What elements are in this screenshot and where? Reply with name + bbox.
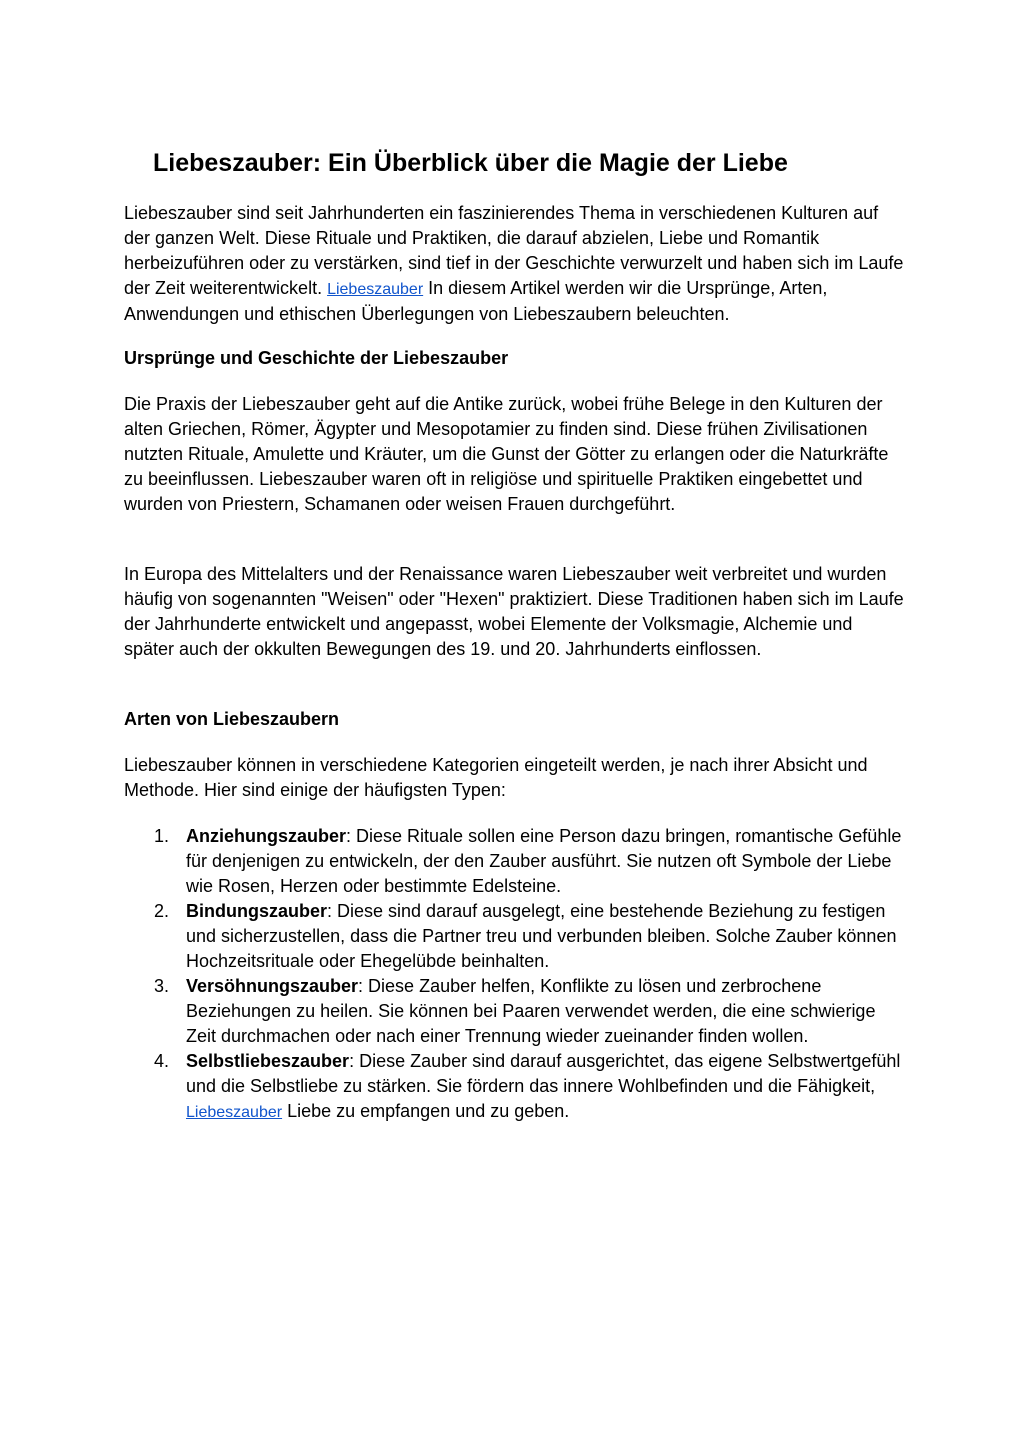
intro-paragraph [124, 201, 904, 327]
intro-text-after-link: In diesem Artikel werden wir die Ursprünge, Arten, Anwendungen und ethischen Überlegungen von Liebeszaubern beleuchten. [124, 278, 828, 324]
list-item-text-after-link: Liebe zu empfangen und zu geben. [282, 1101, 570, 1121]
list-item-term: Versöhnungszauber [186, 976, 359, 996]
list-item [124, 899, 904, 974]
list-item [124, 1049, 904, 1125]
intro-liebeszauber-link[interactable]: Liebeszauber [327, 281, 424, 298]
section-heading-types: Arten von Liebeszaubern [124, 709, 340, 729]
list-item-number: 3. [154, 976, 170, 996]
list-item-term: Anziehungszauber [186, 826, 347, 846]
types-paragraph: Liebeszauber können in verschiedene Kategorien eingeteilt werden, je nach ihrer Absicht und Methode. Hier sind einige der häufigsten Typen: [124, 755, 868, 800]
selbstliebe-liebeszauber-link[interactable]: Liebeszauber [186, 1104, 283, 1121]
list-item-text: : Diese Rituale sollen eine Person dazu bringen, romantische Gefühle für denjenigen zu entwickeln, der den Zauber ausführt. Sie nutzen oft Symbole der Liebe wie Rosen, Herzen oder bestimmte Edelsteine. [186, 826, 902, 896]
list-item-text: : Diese Zauber sind darauf ausgerichtet, das eigene Selbstwertgefühl und die Selbstliebe zu stärken. Sie fördern das innere Wohlbefinden und die Fähigkeit, [186, 1051, 901, 1096]
types-list [124, 824, 904, 1125]
document-title: Liebeszauber: Ein Überblick über die Magie der Liebe [153, 149, 788, 177]
list-item-number: 2. [154, 901, 170, 921]
section-heading-origins: Ursprünge und Geschichte der Liebeszauber [124, 348, 509, 368]
list-item-number: 1. [154, 826, 170, 846]
list-item-term: Bindungszauber [186, 901, 328, 921]
list-item-term: Selbstliebeszauber [186, 1051, 350, 1071]
list-item-text: : Diese Zauber helfen, Konflikte zu lösen und zerbrochene Beziehungen zu heilen. Sie können bei Paaren verwendet werden, die eine schwierige Zeit durchmachen oder nach einer Trennung wieder zueinander finden wollen. [186, 976, 876, 1046]
list-item-text: : Diese sind darauf ausgelegt, eine bestehende Beziehung zu festigen und sicherzustellen, dass die Partner treu und verbunden bleiben. Solche Zauber können Hochzeitsrituale oder Ehegelübde beinhalten. [186, 901, 897, 971]
intro-text-before-link: Liebeszauber sind seit Jahrhunderten ein faszinierendes Thema in verschiedenen Kulturen auf der ganzen Welt. Diese Rituale und Praktiken, die darauf abzielen, Liebe und Romantik herbeizuführen oder zu verstärken, sind tief in der Geschichte verwurzelt und haben sich im Laufe der Zeit weiterentwickelt. [124, 203, 904, 298]
list-item [124, 974, 904, 1049]
origins-paragraph-1: Die Praxis der Liebeszauber geht auf die Antike zurück, wobei frühe Belege in den Kulturen der alten Griechen, Römer, Ägypter und Mesopotamier zu finden sind. Diese frühen Zivilisationen nutzten Rituale, Amulette und Kräuter, um die Gunst der Götter zu erlangen oder die Naturkräfte zu beeinflussen. Liebeszauber waren oft in religiöse und spirituelle Praktiken eingebettet und wurden von Priestern, Schamanen oder weisen Frauen durchgeführt. [124, 394, 889, 514]
list-item [124, 824, 904, 899]
list-item-number: 4. [154, 1051, 170, 1071]
origins-paragraph-2: In Europa des Mittelalters und der Renaissance waren Liebeszauber weit verbreitet und wurden häufig von sogenannten "Weisen" oder "Hexen" praktiziert. Diese Traditionen haben sich im Laufe der Jahrhunderte entwickelt und angepasst, wobei Elemente der Volksmagie, Alchemie und später auch der okkulten Bewegungen des 19. und 20. Jahrhunderts einflossen. [124, 564, 904, 659]
